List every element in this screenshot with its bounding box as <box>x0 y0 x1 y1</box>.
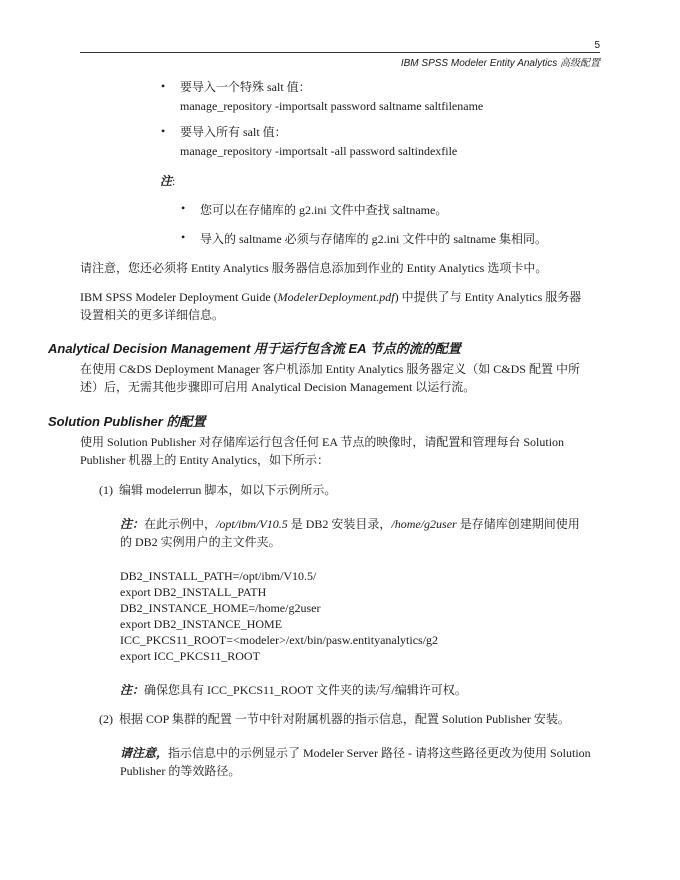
path-db2: /opt/ibm/V10.5 <box>216 517 288 531</box>
note-line2: Publisher 的等效路径。 <box>120 764 241 778</box>
page-number: 5 <box>594 40 600 51</box>
sp-line2: Publisher 机器上的 Entity Analytics，如下所示： <box>80 453 329 467</box>
bullet-icon: • <box>181 230 186 244</box>
path-g2user: /home/g2user <box>391 517 457 531</box>
code-line: ICC_PKCS11_ROOT=<modeler>/ext/bin/pasw.entityanalytics/g2 <box>120 633 439 647</box>
header-rule <box>80 52 600 53</box>
step-2 <box>99 710 570 728</box>
bullet-icon: • <box>161 124 166 138</box>
note-line2: 的 DB2 实例用户的主文件夹。 <box>120 535 281 549</box>
note-label: 请注意， <box>120 746 169 760</box>
note-item: 您可以在存储库的 g2.ini 文件中查找 saltname。 <box>200 203 448 217</box>
list-item <box>181 230 547 247</box>
guide-line2: 设置相关的更多详细信息。 <box>80 308 225 322</box>
step-number: (2) <box>99 712 113 726</box>
note-heading <box>160 172 175 189</box>
guide-pdf: ModelerDeployment.pdf <box>277 290 395 304</box>
paragraph-adm <box>80 360 580 396</box>
note-item: 导入的 saltname 必须与存储库的 g2.ini 文件中的 saltname 集相同。 <box>200 232 547 246</box>
note-colon: : <box>172 174 176 188</box>
paragraph-solution-publisher <box>80 433 564 469</box>
code-line: export ICC_PKCS11_ROOT <box>120 649 260 663</box>
adm-line1: 在使用 C&DS Deployment Manager 客户机添加 Entity Analytics 服务器定义（如 C&DS 配置 中所 <box>80 362 580 376</box>
note-text: 在此示例中， <box>144 517 217 531</box>
step-number: (1) <box>99 483 113 497</box>
step-1-note <box>120 515 580 551</box>
bullet-text: 要导入一个特殊 salt 值： <box>180 80 311 94</box>
step-2-note <box>120 744 591 780</box>
list-item <box>161 124 458 160</box>
bullet-text: 要导入所有 salt 值： <box>180 125 287 139</box>
guide-text-suffix: ) 中提供了与 Entity Analytics 服务器 <box>394 290 582 304</box>
note-label: 注： <box>120 517 145 531</box>
code-line: DB2_INSTANCE_HOME=/home/g2user <box>120 601 321 615</box>
note-label: 注： <box>120 683 145 697</box>
note-text: 是 DB2 安装目录， <box>287 517 392 531</box>
paragraph-server-info: 请注意，您还必须将 Entity Analytics 服务器信息添加到作业的 Entity Analytics 选项卡中。 <box>80 261 548 275</box>
step-text: 根据 COP 集群的配置 一节中针对附属机器的指示信息，配置 Solution Publisher 安装。 <box>119 712 570 726</box>
bullet-icon: • <box>181 201 186 215</box>
section-title-adm: Analytical Decision Management 用于运行包含流 EA 节点的流的配置 <box>48 341 461 356</box>
code-block <box>120 568 438 664</box>
sp-line1: 使用 Solution Publisher 对存储库运行包含任何 EA 节点的映像时，请配置和管理每台 Solution <box>80 435 565 449</box>
code-line: export DB2_INSTANCE_HOME <box>120 617 283 631</box>
paragraph-guide <box>80 288 581 324</box>
bullet-command: manage_repository -importsalt password saltname saltfilename <box>180 99 484 113</box>
running-title: IBM SPSS Modeler Entity Analytics 高级配置 <box>400 58 600 69</box>
guide-text: IBM SPSS Modeler Deployment Guide ( <box>80 290 278 304</box>
step-1 <box>99 481 336 499</box>
bullet-icon: • <box>161 79 166 93</box>
code-line: export DB2_INSTALL_PATH <box>120 585 267 599</box>
list-item <box>161 79 484 115</box>
step-1-note2 <box>120 681 467 699</box>
note-text: 是存储库创建期间使用 <box>456 517 580 531</box>
step-text: 编辑 modelerrun 脚本，如以下示例所示。 <box>119 483 337 497</box>
note-text: 指示信息中的示例显示了 Modeler Server 路径 - 请将这些路径更改为使用 Solution <box>168 746 591 760</box>
note-text: 确保您具有 ICC_PKCS11_ROOT 文件夹的读/写/编辑许可权。 <box>144 683 467 697</box>
list-item <box>181 201 448 218</box>
section-title-solution-publisher: Solution Publisher 的配置 <box>48 414 206 429</box>
code-line: DB2_INSTALL_PATH=/opt/ibm/V10.5/ <box>120 569 317 583</box>
note-label: 注 <box>160 174 173 188</box>
adm-line2: 述）后，无需其他步骤即可启用 Analytical Decision Management 以运行流。 <box>80 380 476 394</box>
bullet-command: manage_repository -importsalt -all password saltindexfile <box>180 144 458 158</box>
